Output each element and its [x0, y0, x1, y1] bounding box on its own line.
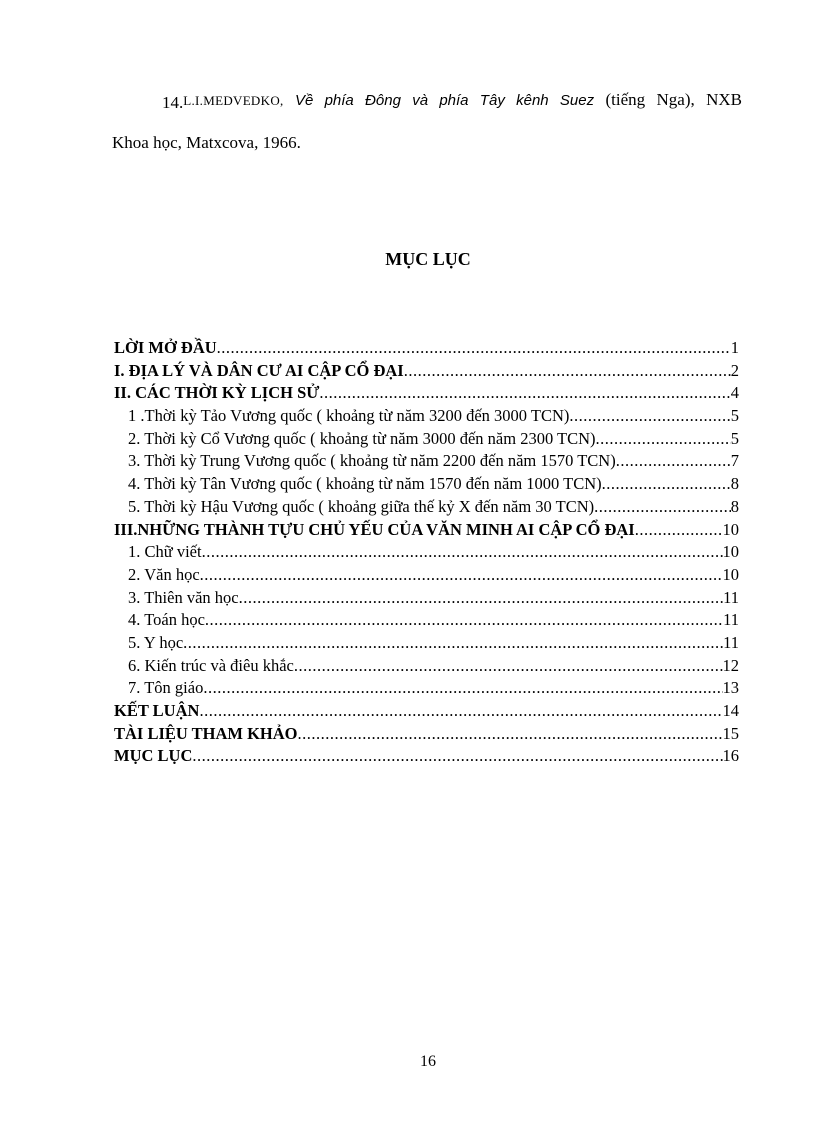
toc-entry-label: 2. Văn học: [128, 564, 200, 584]
toc-entry-label: TÀI LIỆU THAM KHẢO: [114, 723, 298, 743]
toc-entry[interactable]: [114, 496, 739, 519]
toc-entry-label: 3. Thiên văn học: [128, 587, 239, 607]
toc-heading: MỤC LỤC: [385, 249, 471, 269]
toc-entry-page: 5: [730, 406, 739, 426]
toc-entry-page: 16: [722, 746, 739, 766]
toc-entry[interactable]: [114, 632, 739, 655]
toc-entry-label: 2. Thời kỳ Cổ Vương quốc ( khoảng từ năm 3000 đến năm 2300 TCN): [128, 428, 596, 448]
toc-entry-page: 10: [722, 519, 739, 539]
toc-entry-page: 12: [722, 655, 739, 675]
toc-leader-dots: [594, 496, 731, 519]
toc-leader-dots: [569, 405, 730, 428]
toc-entry-label: LỜI MỞ ĐẦU: [114, 338, 217, 357]
toc-entry-label: II. CÁC THỜI KỲ LỊCH SỬ: [114, 383, 320, 403]
toc-entry-page: 1: [730, 338, 739, 357]
toc-entry-label: 3. Thời kỳ Trung Vương quốc ( khoảng từ năm 2200 đến năm 1570 TCN): [128, 451, 616, 471]
toc-entry[interactable]: [114, 609, 739, 632]
toc-entry-page: 11: [723, 610, 739, 630]
toc-leader-dots: [404, 360, 731, 383]
reference-line-1: [112, 80, 742, 123]
toc-leader-dots: [294, 655, 723, 678]
toc-entry[interactable]: [114, 360, 739, 383]
toc-leader-dots: [202, 541, 723, 564]
toc-entry[interactable]: [114, 677, 739, 700]
toc-entry[interactable]: [114, 519, 739, 542]
toc-leader-dots: [602, 473, 731, 496]
toc-entry-page: 10: [722, 564, 739, 584]
toc-leader-dots: [183, 632, 723, 655]
toc-entry-label: 6. Kiến trúc và điêu khắc: [128, 655, 294, 675]
toc-entry-label: KẾT LUẬN: [114, 701, 200, 720]
toc-entry[interactable]: [114, 541, 739, 564]
toc-entry-page: 5: [730, 428, 739, 448]
reference-line-2: Khoa học, Matxcova, 1966.: [112, 133, 301, 152]
table-of-contents: [114, 337, 739, 768]
reference-author: L.I.MEDVEDKO,: [183, 93, 284, 108]
toc-entry-label: 1. Chữ viết: [128, 542, 202, 562]
toc-entry-page: 8: [730, 496, 739, 516]
toc-entry-label: III.NHỮNG THÀNH TỰU CHỦ YẾU CỦA VĂN MINH AI CẬP CỔ ĐẠI: [114, 519, 635, 539]
toc-entry[interactable]: [114, 564, 739, 587]
toc-entry-label: 5. Thời kỳ Hậu Vương quốc ( khoảng giữa thế kỷ X đến năm 30 TCN): [128, 496, 595, 516]
toc-entry-page: 11: [723, 587, 739, 607]
toc-entry-page: 15: [722, 723, 739, 743]
toc-entry-label: 5. Y học: [128, 632, 184, 652]
toc-entry[interactable]: [114, 337, 739, 360]
toc-entry-label: 4. Thời kỳ Tân Vương quốc ( khoảng từ năm 1570 đến năm 1000 TCN): [128, 474, 602, 494]
toc-entry[interactable]: [114, 655, 739, 678]
toc-entry-label: MỤC LỤC: [114, 746, 193, 766]
page-number: 16: [420, 1053, 436, 1070]
toc-leader-dots: [203, 677, 722, 700]
reference-number: 14.: [162, 93, 184, 112]
toc-entry-page: 4: [730, 383, 739, 403]
toc-leader-dots: [199, 700, 722, 723]
toc-entry-label: 7. Tôn giáo: [128, 678, 204, 698]
toc-entry-label: 4. Toán học: [128, 610, 205, 630]
toc-entry-page: 13: [722, 678, 739, 698]
toc-entry-page: 8: [730, 474, 739, 494]
reference-suffix: (tiếng Nga), NXB: [594, 90, 742, 109]
toc-entry[interactable]: [114, 405, 739, 428]
toc-entry-label: 1 .Thời kỳ Tảo Vương quốc ( khoảng từ năm 3200 đến 3000 TCN): [128, 406, 570, 426]
toc-entry[interactable]: [114, 723, 739, 746]
toc-leader-dots: [200, 564, 723, 587]
toc-entry[interactable]: [114, 745, 739, 768]
toc-leader-dots: [298, 723, 723, 746]
toc-leader-dots: [217, 337, 731, 360]
toc-entry-page: 10: [722, 542, 739, 562]
toc-entry-page: 11: [723, 632, 739, 652]
toc-entry-page: 14: [722, 701, 739, 720]
toc-entry[interactable]: [114, 382, 739, 405]
toc-entry[interactable]: [114, 428, 739, 451]
toc-entry-page: 2: [730, 360, 739, 380]
reference-entry: [112, 80, 742, 163]
reference-title: Về phía Đông và phía Tây kênh Suez: [294, 92, 595, 109]
toc-leader-dots: [319, 382, 730, 405]
toc-entry[interactable]: [114, 473, 739, 496]
toc-leader-dots: [192, 745, 722, 768]
toc-entry[interactable]: [114, 587, 739, 610]
toc-entry-label: I. ĐỊA LÝ VÀ DÂN CƯ AI CẬP CỔ ĐẠI: [114, 360, 404, 380]
toc-leader-dots: [239, 587, 724, 610]
toc-leader-dots: [205, 609, 723, 632]
toc-leader-dots: [596, 428, 731, 451]
toc-leader-dots: [616, 450, 731, 473]
toc-leader-dots: [635, 519, 723, 542]
toc-entry[interactable]: [114, 700, 739, 723]
toc-entry[interactable]: [114, 450, 739, 473]
toc-entry-page: 7: [730, 451, 739, 471]
